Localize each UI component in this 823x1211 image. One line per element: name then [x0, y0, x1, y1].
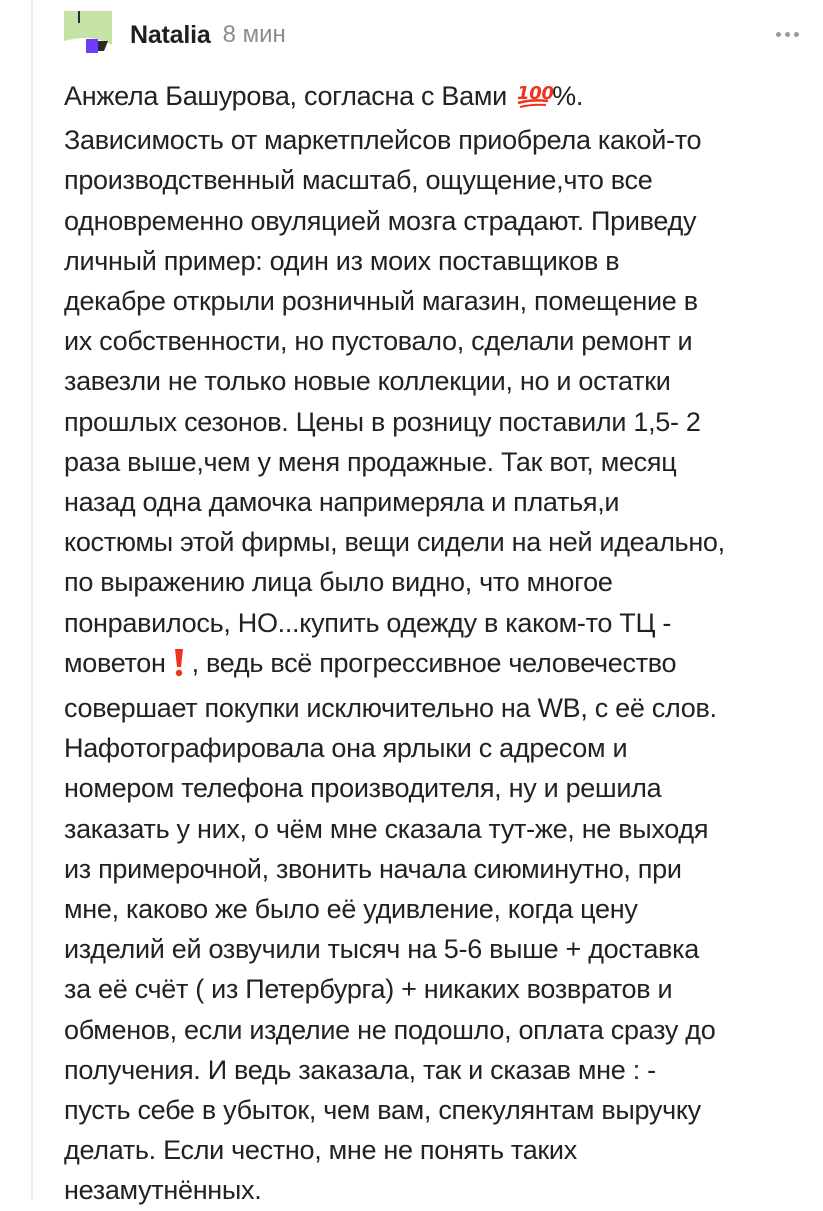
author-name[interactable]: Natalia — [130, 20, 211, 49]
comment-line: производственный масштаб, ощущение,что все — [64, 165, 653, 196]
comment-line: Анжела Башурова, согласна с Вами 100 %. — [64, 76, 799, 120]
comment-line: прошлых сезонов. Цены в розницу поставили 1,5- 2 — [64, 406, 701, 437]
comment-line: завезли не только новые коллекции, но и остатки — [64, 366, 671, 397]
comment-line: совершает покупки исключительно на WB, с её слов. — [64, 693, 717, 724]
comment-line: незамутнённых. — [64, 1175, 262, 1206]
avatar[interactable] — [64, 11, 112, 59]
comment-line: делать. Если честно, мне не понять таких — [64, 1135, 577, 1166]
comment-line: их собственности, но пустовало, сделали ремонт и — [64, 326, 693, 357]
svg-text:100: 100 — [517, 83, 554, 104]
comment-line: одновременно овуляцией мозга страдают. Приведу — [64, 205, 697, 236]
comment-line: мне, каково же было её удивление, когда цену — [64, 894, 638, 925]
comment-line: Нафотографировала она ярлыки с адресом и — [64, 733, 628, 764]
comment-line: Зависимость от маркетплейсов приобрела какой-то — [64, 125, 702, 156]
dot-icon — [785, 32, 790, 37]
comment-body — [64, 76, 799, 1211]
comment-line: личный пример: один из моих поставщиков в — [64, 245, 620, 276]
comment-line: пусть себе в убыток, чем вам, спекулянтам выручку — [64, 1095, 701, 1126]
comment-line: заказать у них, о чём мне сказала тут-же, не выходя — [64, 813, 709, 844]
dot-icon — [794, 32, 799, 37]
comment-line: костюмы этой фирмы, вещи сидели на ней идеально, — [64, 527, 725, 558]
comment-header — [64, 12, 799, 58]
dot-icon — [776, 32, 781, 37]
comment-line: обменов, если изделие не подошло, оплата сразу до — [64, 1014, 716, 1045]
exclamation-mark-icon — [172, 647, 186, 688]
avatar-image — [64, 11, 112, 59]
comment-line: номером телефона производителя, ну и решила — [64, 773, 662, 804]
comment-line: по выражению лица было видно, что многое — [64, 567, 613, 598]
thread-line — [31, 0, 33, 1200]
comment-line: моветон , ведь всё прогрессивное человечество — [64, 643, 799, 688]
comment-line: понравилось, НО...купить одежду в каком-то ТЦ - — [64, 607, 672, 638]
comment-line: назад одна дамочка напримеряла и платья,и — [64, 487, 620, 518]
comment-line: декабре открыли розничный магазин, помещение в — [64, 286, 698, 317]
comment-line: изделий ей озвучили тысяч на 5-6 выше + доставка — [64, 934, 699, 965]
more-options-icon[interactable] — [765, 22, 809, 46]
comment — [64, 12, 799, 1211]
comment-time: 8 мин — [222, 21, 286, 48]
hundred-points-icon — [516, 79, 554, 120]
comment-line: получения. И ведь заказала, так и сказав мне : - — [64, 1054, 656, 1085]
comment-line: раза выше,чем у меня продажные. Так вот, месяц — [64, 446, 677, 477]
comment-line: за её счёт ( из Петербурга) + никаких возвратов и — [64, 974, 673, 1005]
comment-line: из примерочной, звонить начала сиюминутно, при — [64, 853, 682, 884]
